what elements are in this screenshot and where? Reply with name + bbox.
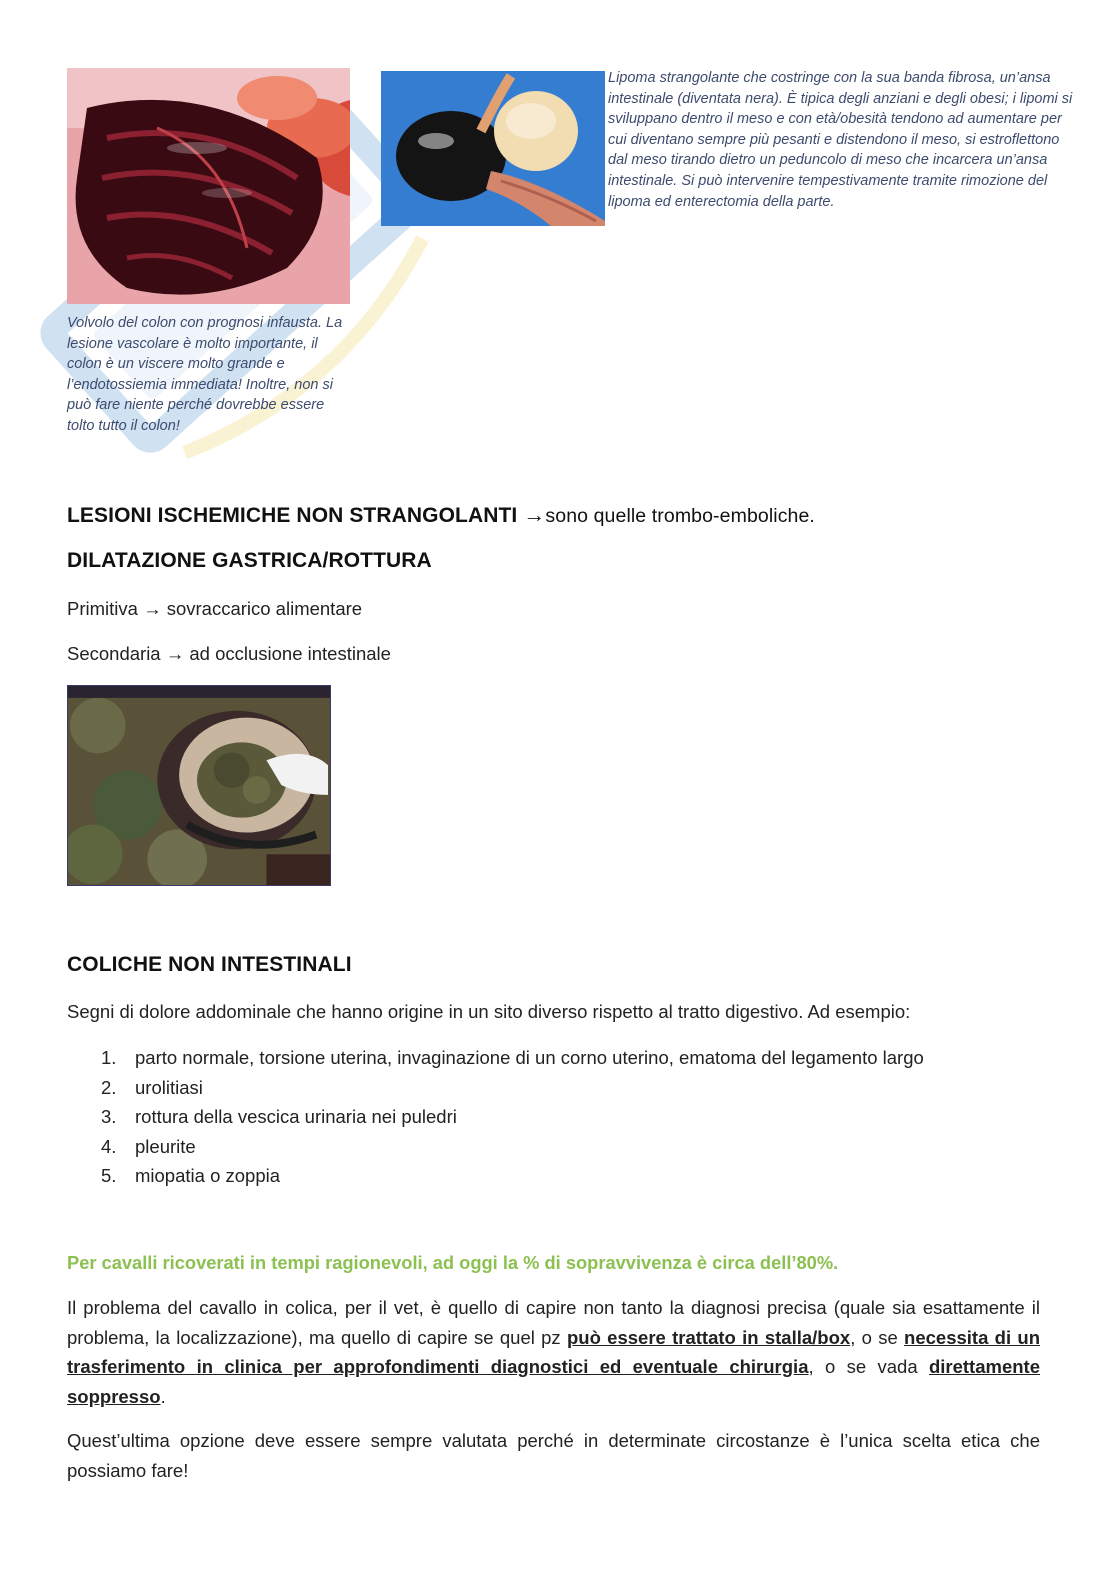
treatable-in-stable-emphasis: può essere trattato in stalla/box [566,1326,851,1348]
lipoma-caption: Lipoma strangolante che costringe con la sua banda fibrosa, un’ansa intestinale (diventata nera). È tipica degli anziani e degli obesi; i lipomi si sviluppano dentro il meso e con età/obesità tendono ad aumentare per cui diventano sempre più pesanti e distendono il meso, si estroflettono dal meso tirando dietro un peduncolo di meso che incarcera un’ansa intestinale. Si può intervenire tempestivamente tramite rimozione del lipoma ed enterectomia della parte. [608,70,1073,210]
list-item: 2. urolitiasi [101,1076,203,1098]
heading-non-intestinal-colics: COLICHE NON INTESTINALI [67,953,352,976]
colon-volvulus-photo [67,68,350,304]
right-arrow-icon: → [143,598,162,619]
heading-non-strangulating [67,502,815,528]
primary-label: Primitiva [67,598,138,619]
primary-text: sovraccarico alimentare [166,598,363,619]
volvulus-caption: Volvolo del colon con prognosi infausta. La lesione vascolare è molto importante, il colon è un viscere molto grande e l’endotossiemia immediata! Inoltre, non si può fare niente perché dovrebbe essere tolto tutto il colon! [67,315,343,434]
clinic-transfer-emphasis: necessita di un trasferimento in clinica per approfondimenti diagnostici ed eventuale chirurgia [67,1326,1041,1377]
gastric-primary-line [67,598,362,620]
survival-rate-note: Per cavalli ricoverati in tempi ragionevoli, ad oggi la % di sopravvivenza è circa dell’80%. [67,1252,839,1273]
heading-text: LESIONI ISCHEMICHE NON STRANGOLANTI [67,504,518,527]
list-item: 1. parto normale, torsione uterina, invaginazione di un corno uterino, ematoma del legamento largo [101,1047,924,1068]
right-arrow-icon: → [523,502,546,527]
non-intestinal-intro: Segni di dolore addominale che hanno origine in un sito diverso rispetto al tratto digestivo. Ad esempio: [67,1001,911,1022]
gastric-rupture-photo [67,685,331,886]
closing-paragraph: Quest’ultima opzione deve essere sempre valutata perché in determinate circostanze è l’unica scelta etica che possiamo fare! [67,1430,1040,1481]
secondary-label: Secondaria [67,643,161,664]
causes-list [101,1043,1061,1191]
right-arrow-icon: → [165,643,185,664]
list-item: 3. rottura della vescica urinaria nei puledri [101,1106,457,1127]
euthanasia-emphasis: direttamente soppresso [67,1356,1040,1407]
heading-subtext: sono quelle trombo-emboliche. [545,505,815,527]
strangulating-lipoma-photo [381,71,605,226]
secondary-text: ad occlusione intestinale [189,643,391,664]
heading-gastric-dilatation: DILATAZIONE GASTRICA/ROTTURA [67,549,432,572]
list-item: 5. miopatia o zoppia [101,1165,281,1186]
list-item: 4. pleurite [101,1135,196,1157]
gastric-secondary-line [67,643,391,665]
problem-paragraph: Il problema del cavallo in colica, per il vet, è quello di capire non tanto la diagnosi precisa (quale sia esattamente il problema, la localizzazione), ma quello di capire se quel pz può essere trattato in stalla/box, o se necessita di un trasferimento in clinica per approfondimenti diagnostici ed eventuale chirurgia, o se vada direttamente soppresso. [67,1297,1041,1407]
